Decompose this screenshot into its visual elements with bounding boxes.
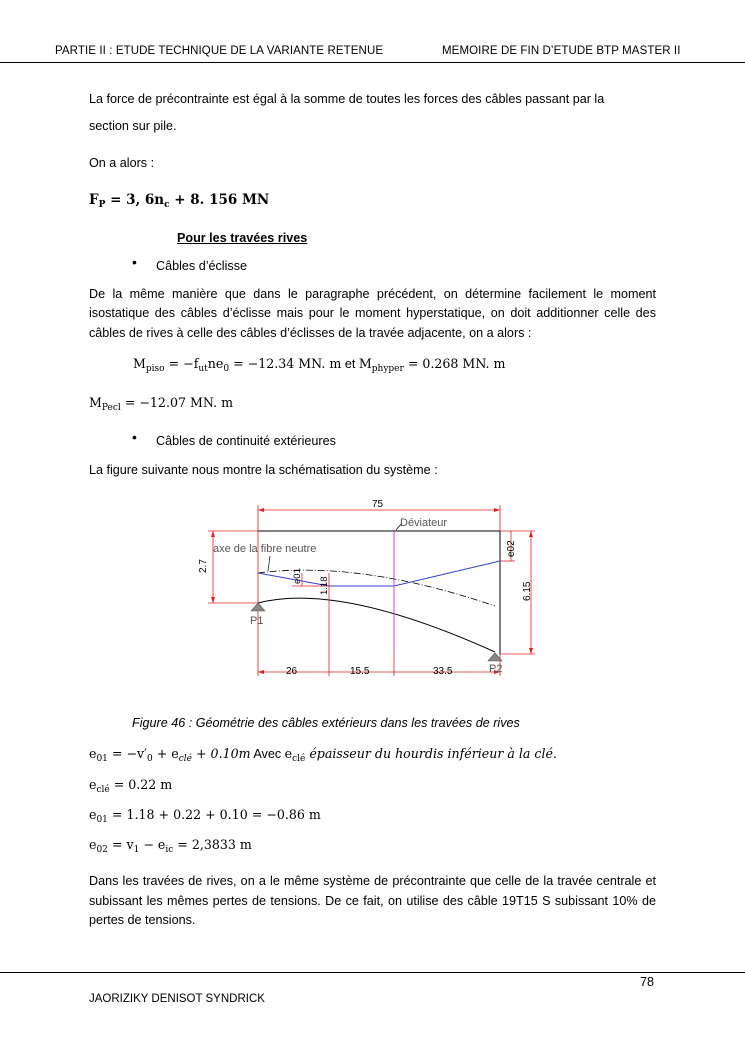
- on-a-alors: On a alors :: [89, 156, 155, 170]
- label-p2: P2: [489, 663, 503, 675]
- page-number: 78: [640, 975, 655, 989]
- equation-m-piso: $M_{piso} = -f_{ut}ne_0 = -12.34$ MN. m et $M_{phyper} = 0.268$ MN. m: [133, 356, 506, 374]
- dimension-arrows: [211, 508, 533, 674]
- equation-m-pecl: $M_{Pecl} = -12.07$ MN. m: [89, 395, 234, 413]
- dim-label-1-18: 1.18: [319, 576, 330, 595]
- label-e02: e02: [506, 540, 517, 557]
- paragraph-4: Dans les travées de rives, on a le même système de précontrainte que celle de la travée centrale et subissant les mêmes pertes de tensions. De ce fait, on utilise des câble 19T15 S subissant 10% de pertes de tensions.: [89, 874, 656, 927]
- paragraph-1-line-2: section sur pile.: [89, 119, 177, 133]
- dim-label-2-7: 2.7: [198, 559, 209, 573]
- footer-rule: [0, 972, 745, 973]
- dim-label-33-5: 33.5: [433, 666, 453, 677]
- paragraph-3: La figure suivante nous montre la schématisation du système :: [89, 463, 438, 477]
- dim-label-6-15: 6.15: [522, 581, 533, 601]
- equation-ecle: $e_{clé} = 0.22$ m: [89, 777, 173, 795]
- header-left: PARTIE II : ETUDE TECHNIQUE DE LA VARIANTE RETENUE: [55, 45, 384, 57]
- paragraph-2: De la même manière que dans le paragraphe précédent, on détermine facilement le moment isostatique des câbles d’éclisse mais pour le moment hyperstatique, on doit additionner celle des câbles de rives à celle des câbles d’éclisses de la travée adjacente, on a alors :: [89, 287, 656, 340]
- bullet-cables-continuite: Câbles de continuité extérieures: [156, 434, 336, 448]
- label-deviateur: Déviateur: [400, 517, 448, 529]
- paragraph-1-line-1: La force de précontrainte est égal à la somme de toutes les forces des câbles passant par la: [89, 92, 605, 106]
- axis-label-leader: [268, 556, 270, 571]
- equation-e01: $e_{01} = -v'_0 + e_{clé} + 0.10m$ Avec $e_{clé}$ épaisseur du hourdis inférieur à la clé.: [89, 746, 557, 764]
- bullet-icon: •: [132, 254, 137, 270]
- equation-e02: $e_{02} = v_1 - e_{ic} = 2,3833$ m: [89, 837, 252, 855]
- dim-label-total: 75: [372, 499, 384, 510]
- header-rule: [0, 62, 745, 63]
- section-title: Pour les travées rives: [177, 231, 308, 245]
- bullet-icon: •: [132, 429, 137, 445]
- support-p1-icon: [251, 603, 265, 611]
- soffit-curve: [258, 598, 495, 652]
- figure-cable-geometry: [190, 495, 545, 685]
- dim-label-26: 26: [286, 666, 298, 677]
- header-right: MEMOIRE DE FIN D’ETUDE BTP MASTER II: [442, 45, 681, 57]
- bullet-cables-eclisse: Câbles d’éclisse: [156, 259, 247, 273]
- label-p1: P1: [250, 615, 264, 627]
- label-axe-fibre-neutre: axe de la fibre neutre: [213, 543, 317, 555]
- figure-caption: Figure 46 : Géométrie des câbles extérieurs dans les travées de rives: [132, 716, 520, 730]
- footer-author: JAORIZIKY DENISOT SYNDRICK: [89, 993, 265, 1005]
- dim-label-15-5: 15.5: [350, 666, 370, 677]
- equation-e01-value: $e_{01} = 1.18 + 0.22 + 0.10 = -0.86$ m: [89, 807, 321, 825]
- equation-fp: $F_P = 3$, $6n_c + 8$. 156 MN: [89, 192, 270, 210]
- label-e01: e01: [292, 568, 303, 584]
